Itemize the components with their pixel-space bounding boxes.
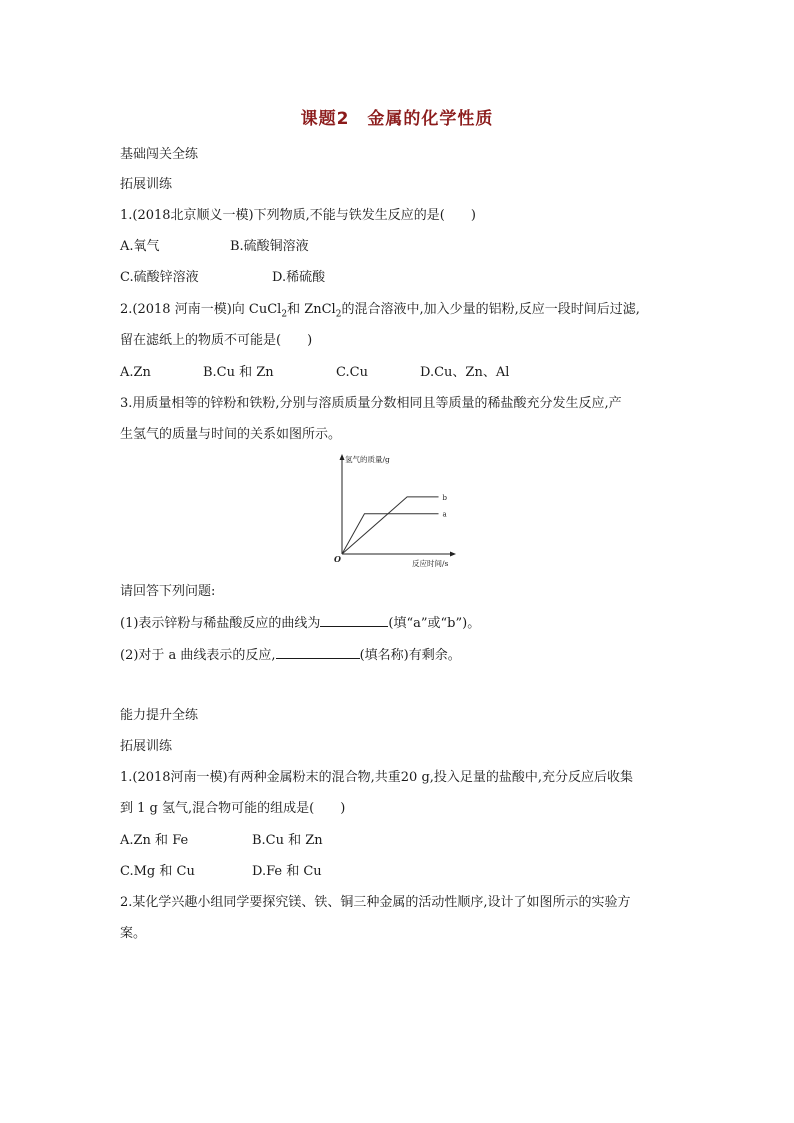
q2-option-b: B.Cu 和 Zn [203, 365, 274, 380]
q3-sub1-text: (1)表示锌粉与稀盐酸反应的曲线为 [120, 616, 321, 631]
s2-q1-option-b: B.Cu 和 Zn [252, 833, 323, 848]
q2-stem [120, 301, 640, 324]
q2-stem-line2: 留在滤纸上的物质不可能是( ) [120, 333, 313, 348]
q2-stem-part: 2.(2018 河南一模)向 CuCl [120, 302, 282, 317]
q2-subscript: 2 [335, 309, 342, 320]
q3-sub2-text: (填名称)有剩余。 [359, 648, 461, 663]
page-title: 课题2 金属的化学性质 [300, 109, 494, 129]
s2-q1-stem-line1: 1.(2018河南一模)有两种金属粉末的混合物,共重20 g,投入足量的盐酸中,充分反应后收集 [120, 770, 634, 785]
q2-stem-part: 的混合溶液中,加入少量的铝粉,反应一段时间后过滤, [341, 302, 640, 317]
q2-option-d: D.Cu、Zn、Al [420, 365, 510, 380]
s2-q1-option-d: D.Fe 和 Cu [252, 864, 322, 879]
origin-label: O [334, 554, 341, 564]
q3-sub1-text: (填“a”或“b”)。 [388, 616, 481, 631]
s2-q1-option-a: A.Zn 和 Fe [120, 833, 189, 848]
section1-heading: 基础闯关全练 [120, 147, 199, 162]
q3-sub2 [120, 645, 461, 665]
q2-option-c: C.Cu [336, 365, 368, 380]
y-axis-label: 氢气的质量/g [345, 455, 390, 464]
q3-sub1 [120, 613, 480, 633]
x-axis-arrow [450, 552, 456, 557]
series-b-label: b [442, 493, 448, 502]
q2-subscript: 2 [281, 309, 288, 320]
q1-option-d: D.稀硫酸 [272, 270, 326, 285]
q2-stem-part: 和 ZnCl [287, 302, 336, 317]
section1-subheading: 拓展训练 [120, 177, 173, 192]
q3-sub2-text: (2)对于 a 曲线表示的反应, [120, 648, 276, 663]
s2-q2-stem-line2: 案。 [120, 926, 147, 941]
s2-q2-stem-line1: 2.某化学兴趣小组同学要探究镁、铁、铜三种金属的活动性顺序,设计了如图所示的实验方 [120, 895, 631, 910]
series-a-label: a [442, 510, 447, 519]
answer-blank-1[interactable] [320, 613, 388, 627]
q1-option-c: C.硫酸锌溶液 [120, 270, 199, 285]
x-axis-label: 反应时间/s [412, 559, 449, 568]
chart-series [342, 497, 439, 554]
section2-subheading: 拓展训练 [120, 739, 173, 754]
q3-prompt: 请回答下列问题: [120, 584, 216, 599]
q3-stem-line2: 生氢气的质量与时间的关系如图所示。 [120, 427, 342, 442]
s2-q1-stem-line2: 到 1 g 氢气,混合物可能的组成是( ) [120, 801, 346, 816]
q2-option-a: A.Zn [120, 365, 151, 380]
hydrogen-mass-chart [330, 452, 460, 572]
q3-stem-line1: 3.用质量相等的锌粉和铁粉,分别与溶质质量分数相同且等质量的稀盐酸充分发生反应,产 [120, 396, 622, 411]
series-a-line [342, 514, 439, 554]
q1-option-b: B.硫酸铜溶液 [230, 239, 309, 254]
q1-option-a: A.氧气 [120, 239, 160, 254]
answer-blank-2[interactable] [276, 645, 360, 659]
section2-heading: 能力提升全练 [120, 708, 199, 723]
s2-q1-option-c: C.Mg 和 Cu [120, 864, 195, 879]
series-b-line [342, 497, 439, 554]
y-axis-arrow [340, 454, 345, 460]
q1-stem: 1.(2018北京顺义一模)下列物质,不能与铁发生反应的是( ) [120, 208, 476, 223]
